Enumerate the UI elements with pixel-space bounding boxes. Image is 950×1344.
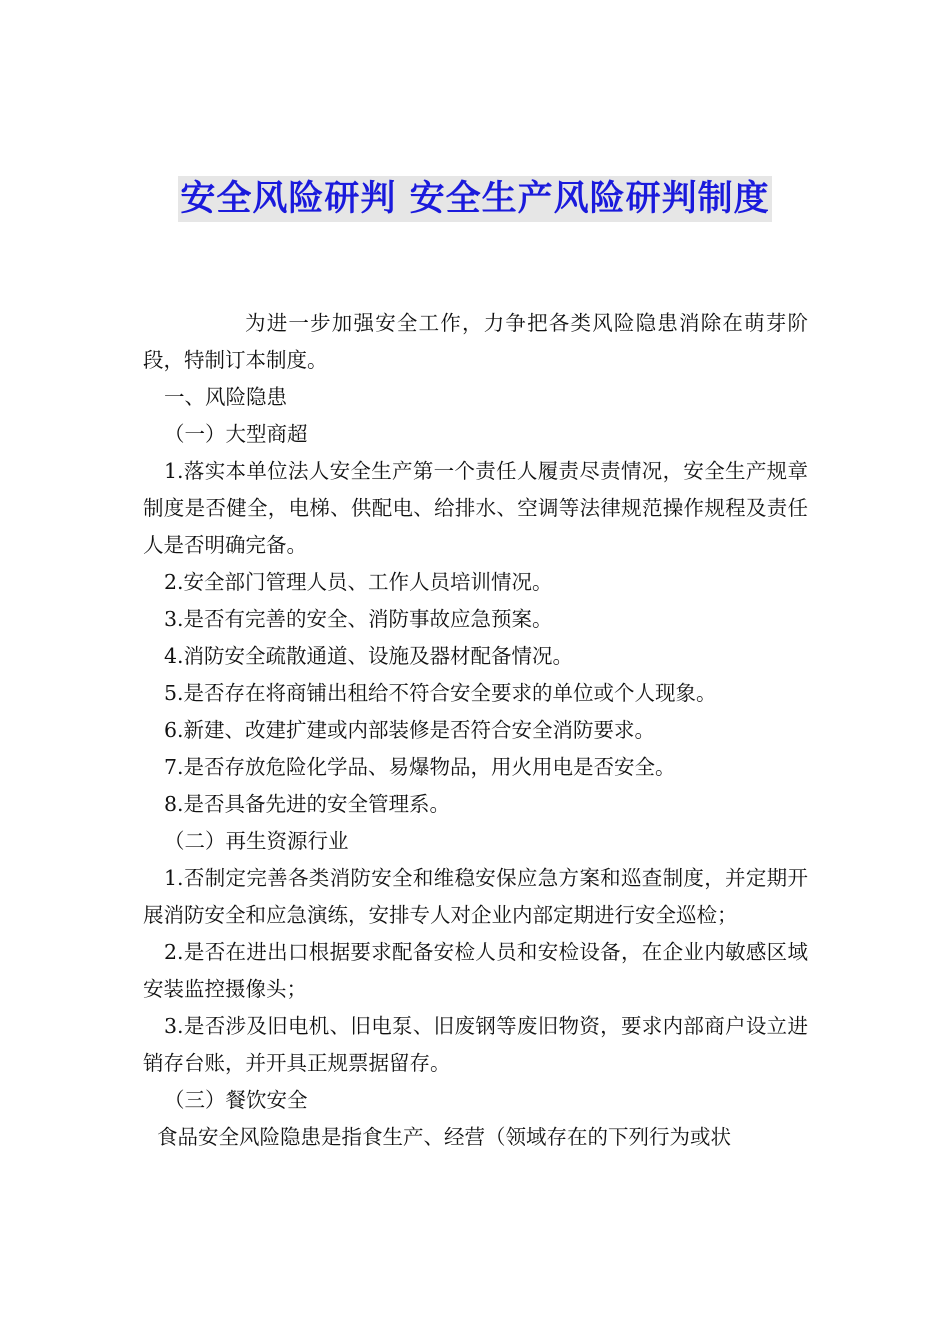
list-item: 3.是否涉及旧电机、旧电泵、旧废钢等废旧物资，要求内部商户设立进销存台账，并开具正规票据留存。	[143, 1014, 808, 1075]
list-item: 2.是否在进出口根据要求配备安检人员和安检设备，在企业内敏感区域安装监控摄像头；	[143, 940, 808, 1001]
list-item: 1.否制定完善各类消防安全和维稳安保应急方案和巡查制度，并定期开展消防安全和应急演练，安排专人对企业内部定期进行安全巡检；	[143, 866, 808, 927]
intro-paragraph: 为进一步加强安全工作，力争把各类风险隐患消除在萌芽阶段，特制订本制度。	[143, 311, 808, 372]
document-title: 安全风险研判 安全生产风险研判制度	[178, 176, 771, 222]
title-container	[0, 176, 950, 222]
document-body	[143, 305, 808, 1156]
list-item: 3.是否有完善的安全、消防事故应急预案。	[164, 607, 553, 631]
list-item: 8.是否具备先进的安全管理系。	[164, 792, 451, 816]
list-item: 6.新建、改建扩建或内部装修是否符合安全消防要求。	[164, 718, 656, 742]
list-item: 4.消防安全疏散通道、设施及器材配备情况。	[164, 644, 574, 668]
subsection-heading-catering: （三）餐饮安全	[164, 1088, 308, 1112]
subsection-heading-recycling: （二）再生资源行业	[164, 829, 349, 853]
list-item: 1.落实本单位法人安全生产第一个责任人履责尽责情况，安全生产规章制度是否健全，电梯、供配电、给排水、空调等法律规范操作规程及责任人是否明确完备。	[143, 459, 808, 557]
list-item: 5.是否存在将商铺出租给不符合安全要求的单位或个人现象。	[164, 681, 717, 705]
section-heading-risk: 一、风险隐患	[164, 385, 287, 409]
list-item: 2.安全部门管理人员、工作人员培训情况。	[164, 570, 553, 594]
food-safety-paragraph: 食品安全风险隐患是指食生产、经营（领域存在的下列行为或状	[157, 1125, 731, 1149]
list-item: 7.是否存放危险化学品、易爆物品，用火用电是否安全。	[164, 755, 676, 779]
subsection-heading-supermarket: （一）大型商超	[164, 422, 308, 446]
